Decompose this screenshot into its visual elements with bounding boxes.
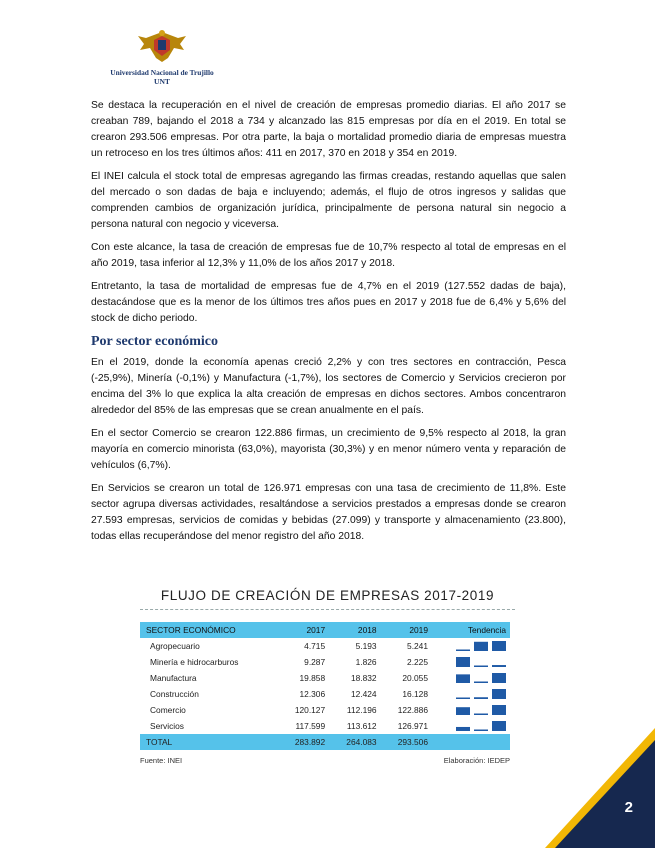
paragraph-sectors: En el 2019, donde la economía apenas creció 2,2% y con tres sectores en contracción, Pesca (-25,9%), Minería (-0,1%) y Manufactura (-1,7%), los sectores de Comercio y Servicios crecieron por encima del 3% lo que explica la alta creación de empresas en dichos sectores. Ambos concentraron alrededor del 85% de las empresas que se crean anualmente en el país. xyxy=(91,357,566,416)
row-2018: 5.193 xyxy=(355,641,377,651)
row-2017: 120.127 xyxy=(294,705,326,715)
trend-bar xyxy=(474,714,488,716)
trend-bar xyxy=(474,666,488,668)
row-2018: 18.832 xyxy=(350,673,377,683)
row-sector: Manufactura xyxy=(150,673,197,683)
row-trend xyxy=(432,702,510,718)
row-2019: 5.241 xyxy=(407,641,428,651)
trend-bar xyxy=(456,698,470,700)
trend-sparkline xyxy=(456,705,506,715)
row-2017: 117.599 xyxy=(295,721,326,731)
section-title: Por sector económico xyxy=(91,334,218,349)
creation-flow-table-block xyxy=(140,588,515,765)
header-2018: 2018 xyxy=(329,622,380,638)
paragraph-inei: El INEI calcula el stock total de empresas agregando las firmas creadas, restando aquellas que salen del mercado o son dadas de baja e incluyendo; además, el flujo de otros ingresos y salidas que comprenden cambios de organización jurídica, principalmente de persona natural sin negocio a persona natural con negocio y viceversa. xyxy=(91,171,566,230)
paragraph-services: En Servicios se crearon un total de 126.971 empresas con una tasa de crecimiento de 11,8%. Este sector agrupa diversas actividades, resaltándose a servicios prestados a empresas donde se crearon 27.593 empresas, servicios de comidas y bebidas (27.099) y transporte y almacenamiento (23.800), todas ellas recuperándose del menor registro del año 2018. xyxy=(91,483,566,542)
row-trend xyxy=(432,718,510,734)
trend-bar xyxy=(492,665,506,667)
trend-bar xyxy=(492,705,506,715)
row-2019: 126.971 xyxy=(397,721,428,731)
trend-sparkline xyxy=(456,689,506,699)
row-2018: 113.612 xyxy=(346,721,377,731)
row-sector: Construcción xyxy=(150,689,199,699)
row-2019: 122.886 xyxy=(397,705,428,715)
row-trend xyxy=(432,670,510,686)
total-2018: 264.083 xyxy=(329,734,380,750)
row-sector: Minería e hidrocarburos xyxy=(150,657,239,667)
table-row xyxy=(140,718,510,734)
table-row xyxy=(140,702,510,718)
row-2017: 9.287 xyxy=(304,657,326,667)
table-row xyxy=(140,670,510,686)
trend-sparkline xyxy=(456,657,506,667)
creation-flow-table xyxy=(140,622,510,750)
trend-bar xyxy=(456,675,470,684)
row-2017: 19.858 xyxy=(299,673,326,683)
row-2019: 2.225 xyxy=(407,657,428,667)
trend-bar xyxy=(474,642,488,651)
table-header-row xyxy=(140,622,510,638)
trend-bar xyxy=(456,657,470,667)
trend-bar xyxy=(474,682,488,684)
university-name: Universidad Nacional de Trujillo xyxy=(110,68,214,77)
corner-decoration xyxy=(545,728,655,848)
header-logo xyxy=(92,28,232,86)
table-title: FLUJO DE CREACIÓN DE EMPRESAS 2017-2019 xyxy=(140,588,515,610)
paragraph-commerce: En el sector Comercio se crearon 122.886 firmas, un crecimiento de 9,5% respecto al 2018, la gran mayoría en comercio minorista (63,0%), mayorista (30,3%) y en menor número venta y reparación de vehículos (6,7%). xyxy=(91,428,566,471)
row-trend xyxy=(432,638,510,654)
trend-bar xyxy=(456,727,470,731)
row-trend xyxy=(432,654,510,670)
row-2019: 20.055 xyxy=(402,673,428,683)
row-2017: 12.306 xyxy=(299,689,326,699)
main-content xyxy=(91,98,566,552)
table-source: Fuente: INEI xyxy=(140,756,183,765)
page-number: 2 xyxy=(624,799,633,816)
header-2017: 2017 xyxy=(278,622,329,638)
row-2017: 4.715 xyxy=(304,641,326,651)
row-sector: Agropecuario xyxy=(150,641,200,651)
university-abbr: UNT xyxy=(153,77,171,86)
row-2019: 16.128 xyxy=(402,689,428,699)
header-trend: Tendencia xyxy=(432,622,510,638)
row-2018: 112.196 xyxy=(346,705,377,715)
table-footer xyxy=(140,756,510,765)
paragraph-rate: Con este alcance, la tasa de creación de empresas fue de 10,7% respecto al total de empresas en el año 2019, tasa inferior al 12,3% y 11,0% de los años 2017 y 2018. xyxy=(91,242,566,269)
trend-sparkline xyxy=(456,641,506,651)
paragraph-mortality: Entretanto, la tasa de mortalidad de empresas fue de 4,7% en el 2019 (127.552 dadas de baja), destacándose que es la menor de los últimos tres años pues en 2017 y 2018 fue de 6,4% y 5,6% del stock de dicho periodo. xyxy=(91,281,566,324)
table-elaboration: Elaboración: IEDEP xyxy=(443,756,510,765)
row-2018: 12.424 xyxy=(350,689,377,699)
trend-bar xyxy=(492,673,506,683)
table-row xyxy=(140,638,510,654)
total-2019: 293.506 xyxy=(381,734,432,750)
trend-bar xyxy=(474,698,488,700)
header-sector: SECTOR ECONÓMICO xyxy=(140,622,278,638)
trend-bar xyxy=(492,721,506,731)
header-2019: 2019 xyxy=(381,622,432,638)
total-label: TOTAL xyxy=(140,734,278,750)
table-row xyxy=(140,654,510,670)
row-trend xyxy=(432,686,510,702)
trend-bar xyxy=(492,689,506,699)
paragraph-creation: Se destaca la recuperación en el nivel de creación de empresas promedio diarias. El año 2017 se creaban 789, bajando el 2018 a 734 y alcanzado las 815 empresas por día en el 2019. En total se crearon 293.506 empresas. Por otra parte, la baja o mortalidad promedio diaria de empresas muestra un retroceso en los tres últimos años: 411 en 2017, 370 en 2018 y 354 en 2019. xyxy=(91,100,566,159)
row-2018: 1.826 xyxy=(355,657,377,667)
trend-sparkline xyxy=(456,673,506,683)
trend-bar xyxy=(456,708,470,716)
table-row xyxy=(140,686,510,702)
trend-bar xyxy=(474,730,488,732)
university-crest-icon xyxy=(136,28,188,66)
row-sector: Comercio xyxy=(150,705,186,715)
trend-sparkline xyxy=(456,721,506,731)
row-sector: Servicios xyxy=(150,721,184,731)
trend-bar xyxy=(492,641,506,651)
table-total-row xyxy=(140,734,510,750)
trend-bar xyxy=(456,650,470,652)
total-trend xyxy=(432,734,510,750)
total-2017: 283.892 xyxy=(278,734,329,750)
